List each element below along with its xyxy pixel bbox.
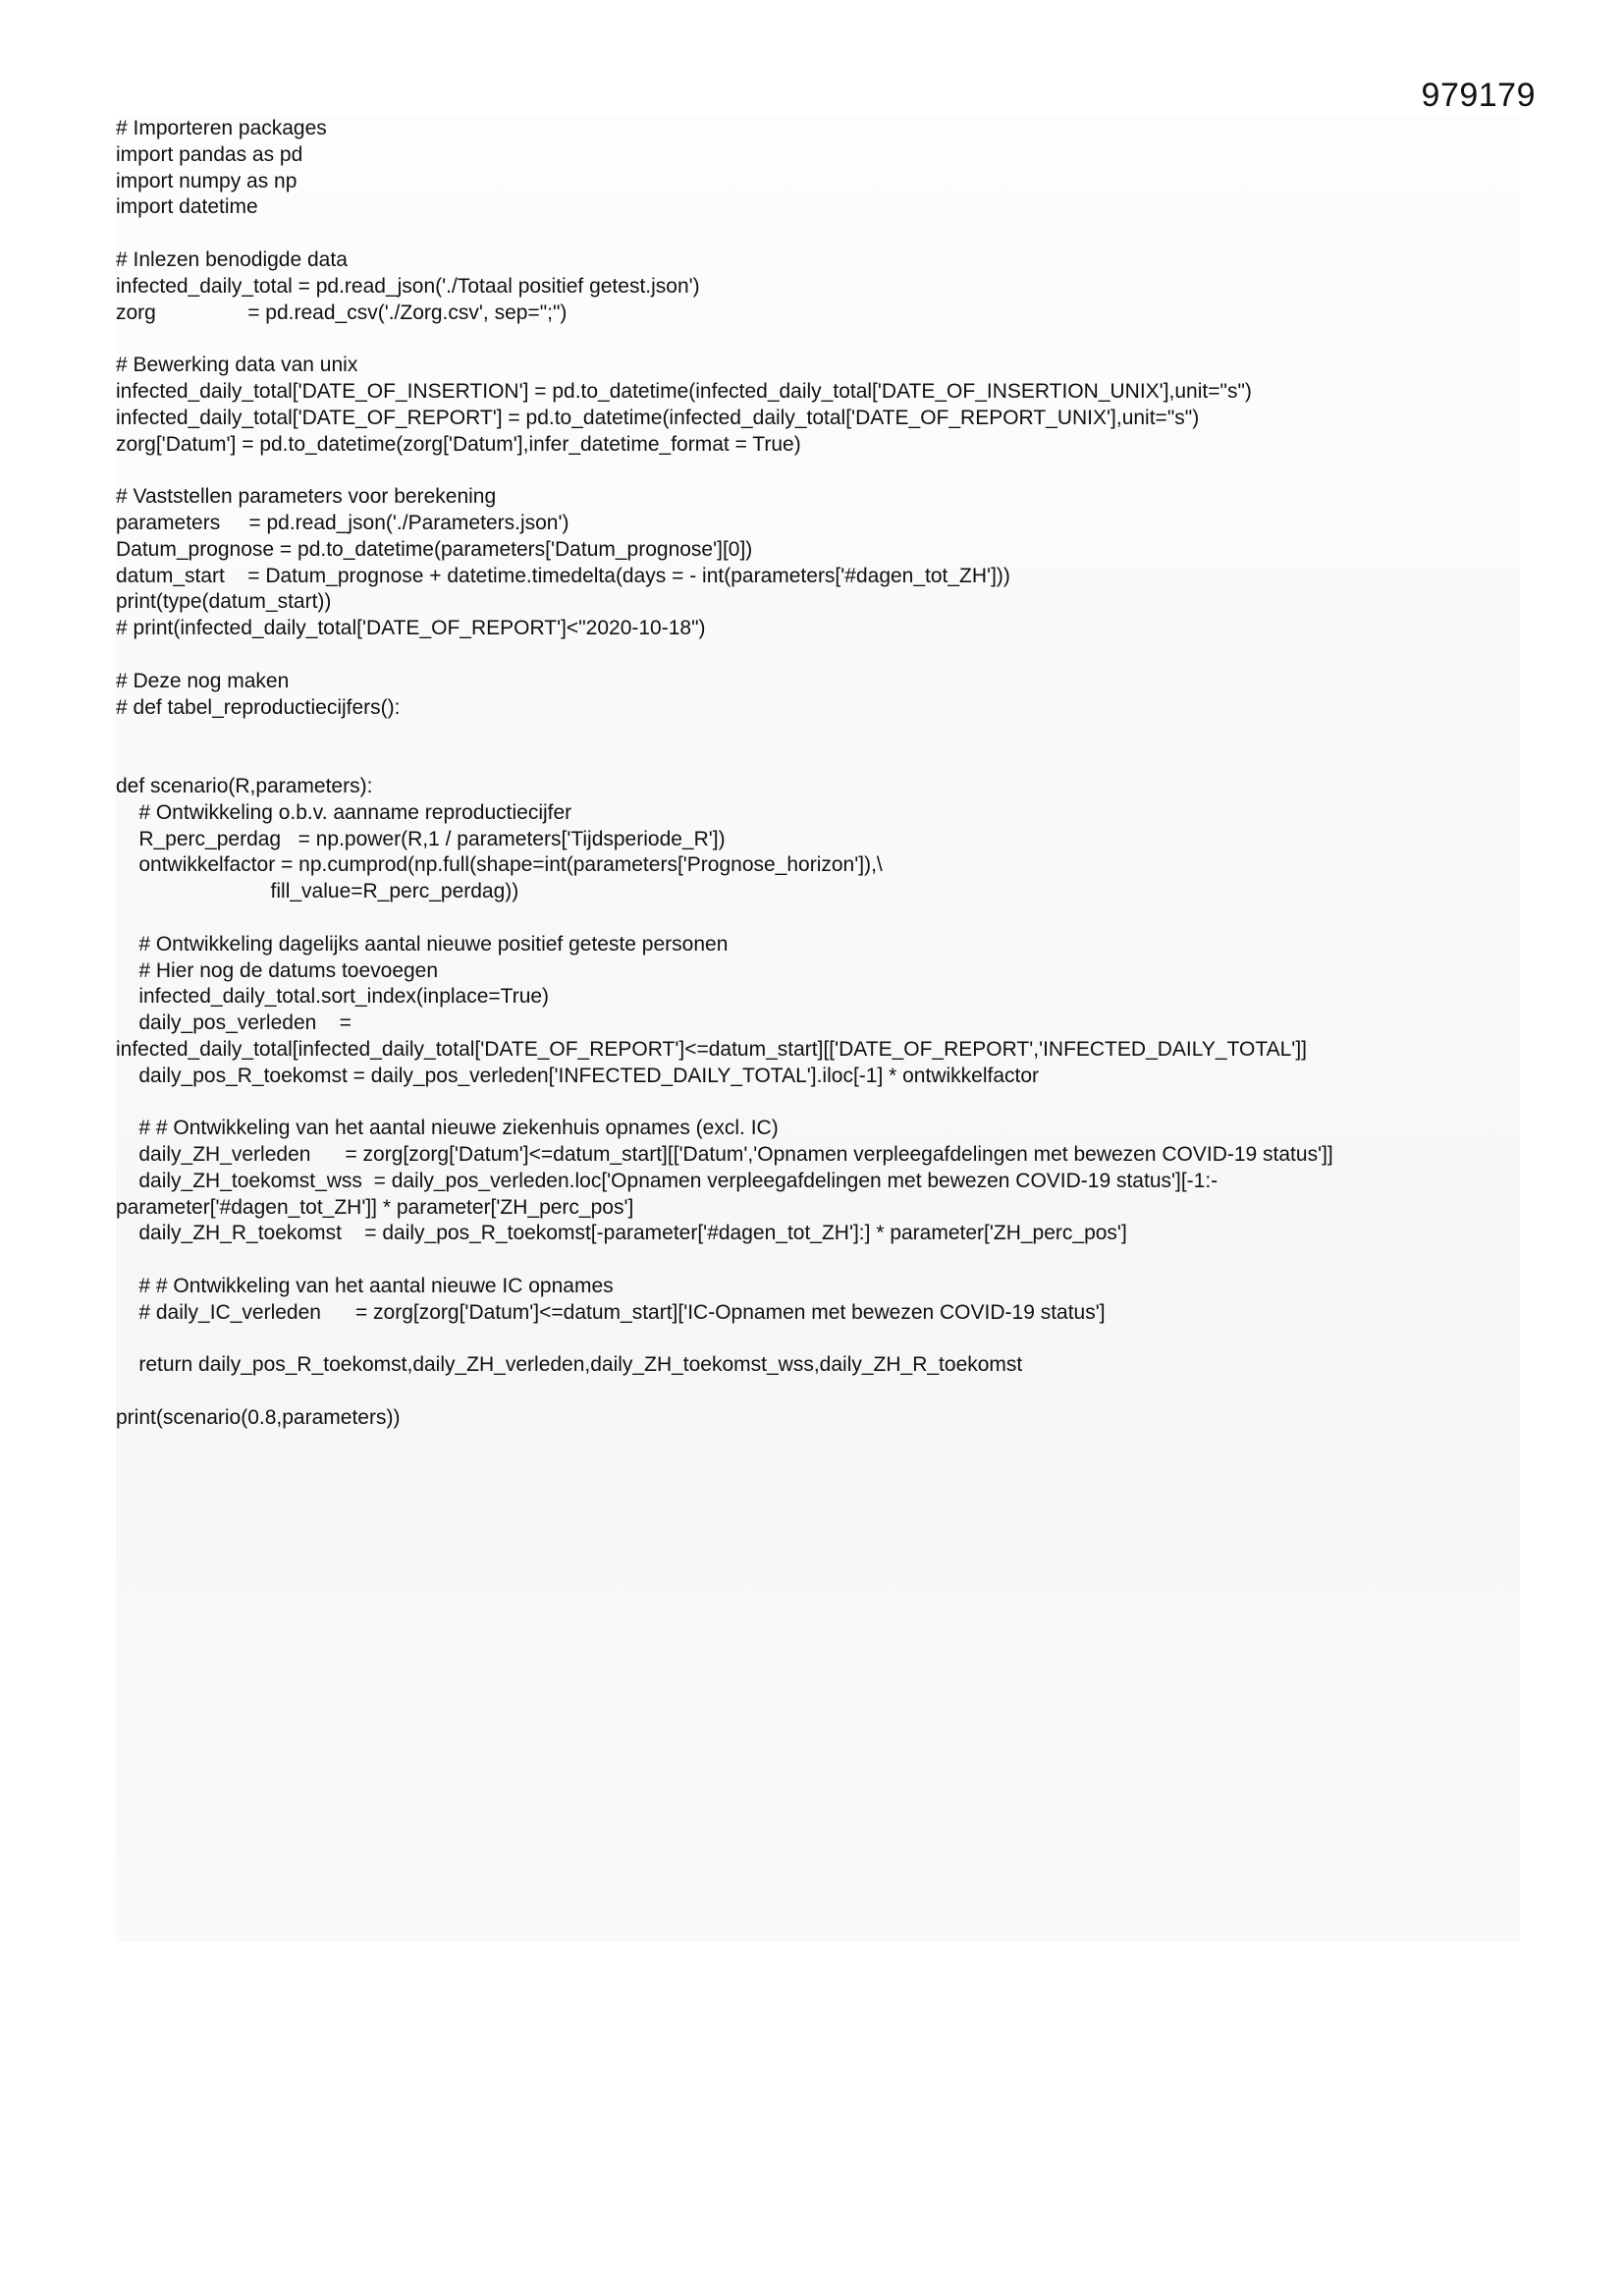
code-line: def scenario(R,parameters): bbox=[116, 774, 373, 797]
code-line bbox=[116, 642, 1520, 669]
code-line: infected_daily_total = pd.read_json('./Totaal positief getest.json') bbox=[116, 274, 700, 298]
code-line bbox=[116, 1089, 1520, 1116]
code-line: zorg = pd.read_csv('./Zorg.csv', sep=";") bbox=[116, 301, 568, 324]
code-line bbox=[116, 721, 1520, 747]
code-line: # Bewerking data van unix bbox=[116, 354, 358, 377]
code-line: # Inlezen benodigde data bbox=[116, 247, 348, 271]
code-line: daily_ZH_R_toekomst = daily_pos_R_toekomst[-parameter['#dagen_tot_ZH']:] * parameter['ZH_perc_pos'] bbox=[116, 1222, 1127, 1245]
code-line: # Hier nog de datums toevoegen bbox=[116, 958, 439, 982]
code-line: # Vaststellen parameters voor berekening bbox=[116, 485, 497, 509]
code-line bbox=[116, 747, 1520, 774]
code-line: # Ontwikkeling o.b.v. aanname reproductiecijfer bbox=[116, 800, 572, 824]
code-line bbox=[116, 905, 1520, 932]
code-line: Datum_prognose = pd.to_datetime(parameters['Datum_prognose'][0]) bbox=[116, 537, 753, 561]
code-line bbox=[116, 326, 1520, 353]
code-line bbox=[116, 221, 1520, 247]
code-line: infected_daily_total['DATE_OF_INSERTION'] = pd.to_datetime(infected_daily_total['DATE_OF_INSERTION_UNIX'],unit="s") bbox=[116, 379, 1252, 403]
code-line: daily_pos_R_toekomst = daily_pos_verleden['INFECTED_DAILY_TOTAL'].iloc[-1] * ontwikkelfactor bbox=[116, 1064, 1040, 1087]
code-line: daily_pos_verleden = bbox=[116, 1011, 352, 1035]
code-line: parameters = pd.read_json('./Parameters.json') bbox=[116, 511, 569, 534]
code-line: # Deze nog maken bbox=[116, 669, 290, 692]
code-line: print(type(datum_start)) bbox=[116, 590, 332, 614]
code-line: infected_daily_total[infected_daily_total['DATE_OF_REPORT']<=datum_start][['DATE_OF_REPORT','INFECTED_DAILY_TOTAL']] bbox=[116, 1037, 1307, 1061]
code-line bbox=[116, 1379, 1520, 1405]
page-number: 979179 bbox=[1421, 77, 1536, 114]
code-line: # Importeren packages bbox=[116, 117, 327, 139]
code-line: infected_daily_total.sort_index(inplace=True) bbox=[116, 985, 550, 1009]
code-line: # def tabel_reproductiecijfers(): bbox=[116, 695, 401, 719]
code-line: # print(infected_daily_total['DATE_OF_REPORT']<"2020-10-18") bbox=[116, 617, 706, 640]
code-line: # Ontwikkeling dagelijks aantal nieuwe positief geteste personen bbox=[116, 932, 729, 956]
code-line: # daily_IC_verleden = zorg[zorg['Datum']<=datum_start]['IC-Opnamen met bewezen COVID-19 status'] bbox=[116, 1300, 1106, 1324]
code-line: import numpy as np bbox=[116, 169, 298, 192]
code-line bbox=[116, 1327, 1520, 1353]
code-line: datum_start = Datum_prognose + datetime.timedelta(days = - int(parameters['#dagen_tot_ZH'])) bbox=[116, 564, 1010, 587]
code-line bbox=[116, 1247, 1520, 1274]
code-line: daily_ZH_verleden = zorg[zorg['Datum']<=datum_start][['Datum','Opnamen verpleegafdelingen met bewezen COVID-19 status']] bbox=[116, 1143, 1333, 1167]
code-line: daily_ZH_toekomst_wss = daily_pos_verleden.loc['Opnamen verpleegafdelingen met bewezen COVID-19 status'][-1:- bbox=[116, 1169, 1218, 1192]
code-line: ontwikkelfactor = np.cumprod(np.full(shape=int(parameters['Prognose_horizon']),\ bbox=[116, 853, 883, 877]
code-line: import pandas as pd bbox=[116, 142, 303, 166]
code-line: fill_value=R_perc_perdag)) bbox=[116, 880, 519, 903]
code-line: zorg['Datum'] = pd.to_datetime(zorg['Datum'],infer_datetime_format = True) bbox=[116, 432, 801, 456]
code-line: parameter['#dagen_tot_ZH']] * parameter['ZH_perc_pos'] bbox=[116, 1195, 634, 1219]
code-line bbox=[116, 458, 1520, 484]
code-line: import datetime bbox=[116, 195, 258, 219]
code-line: infected_daily_total['DATE_OF_REPORT'] = pd.to_datetime(infected_daily_total['DATE_OF_REPORT_UNIX'],unit="s") bbox=[116, 406, 1200, 429]
code-line: R_perc_perdag = np.power(R,1 / parameters['Tijdsperiode_R']) bbox=[116, 827, 726, 850]
code-line: # # Ontwikkeling van het aantal nieuwe ziekenhuis opnames (excl. IC) bbox=[116, 1117, 779, 1140]
code-line: print(scenario(0.8,parameters)) bbox=[116, 1406, 401, 1430]
code-line: return daily_pos_R_toekomst,daily_ZH_verleden,daily_ZH_toekomst_wss,daily_ZH_R_toekomst bbox=[116, 1353, 1023, 1377]
code-line: # # Ontwikkeling van het aantal nieuwe IC opnames bbox=[116, 1275, 614, 1298]
code-listing bbox=[116, 116, 1520, 1432]
